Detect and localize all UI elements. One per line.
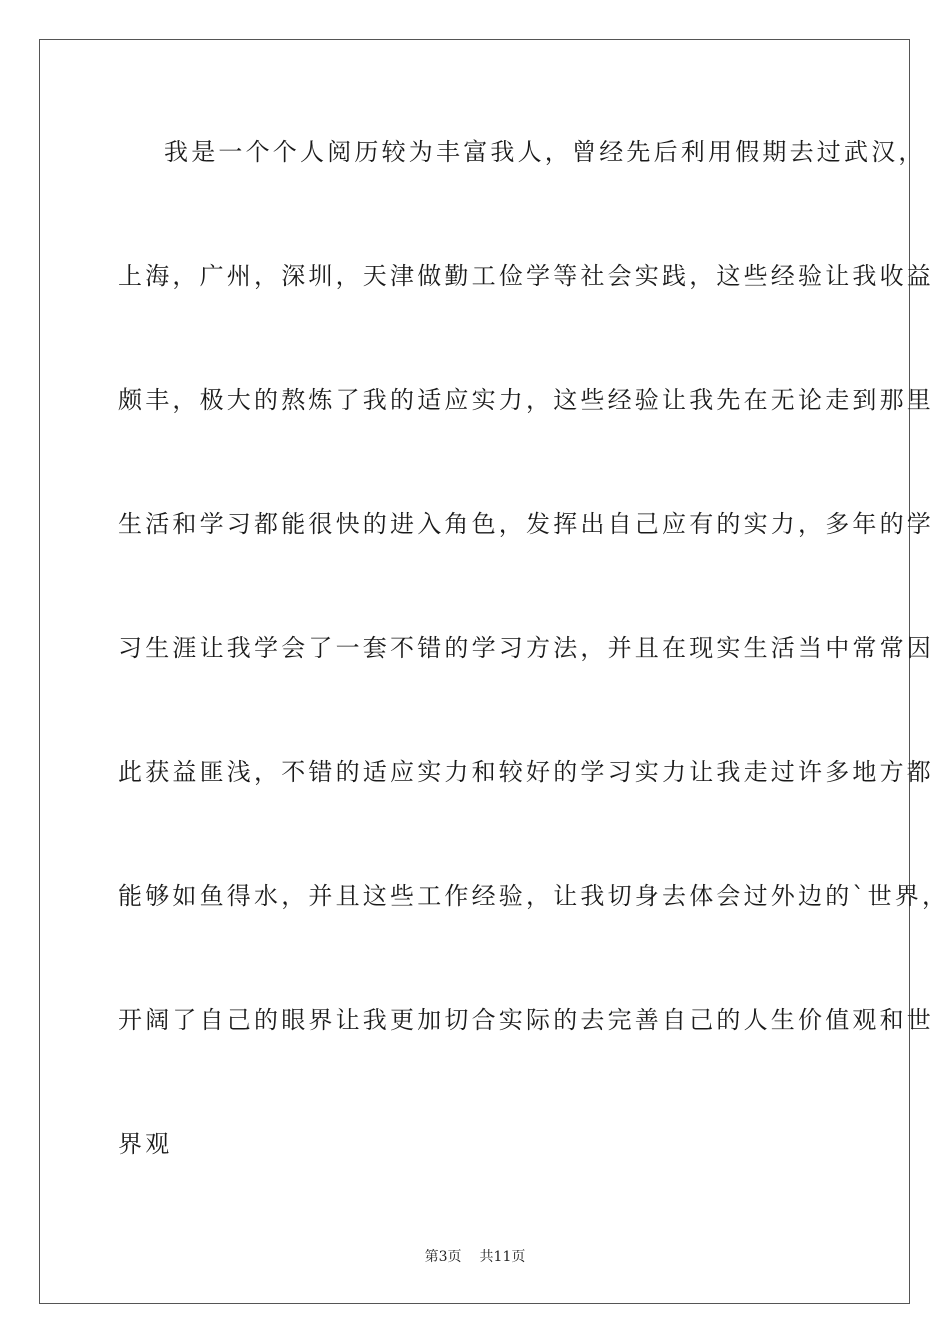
paragraph-line-6: 此获益匪浅，不错的适应实力和较好的学习实力让我走过许多地方都 bbox=[118, 758, 934, 786]
paragraph-line-1: 我是一个个人阅历较为丰富我人，曾经先后利用假期去过武汉， bbox=[164, 138, 926, 166]
page-number: 第3页 bbox=[424, 1249, 462, 1265]
paragraph-line-4: 生活和学习都能很快的进入角色，发挥出自己应有的实力，多年的学 bbox=[118, 510, 934, 538]
total-pages: 共11页 bbox=[479, 1249, 526, 1265]
paragraph-line-9: 界观 bbox=[118, 1130, 173, 1158]
paragraph-line-2: 上海，广州，深圳，天津做勤工俭学等社会实践，这些经验让我收益 bbox=[118, 262, 934, 290]
paragraph-line-7: 能够如鱼得水，并且这些工作经验，让我切身去体会过外边的`世界， bbox=[118, 882, 950, 910]
paragraph-line-3: 颇丰，极大的熬炼了我的适应实力，这些经验让我先在无论走到那里 bbox=[118, 386, 934, 414]
paragraph-line-8: 开阔了自己的眼界让我更加切合实际的去完善自己的人生价值观和世 bbox=[118, 1006, 934, 1034]
page-border bbox=[39, 39, 950, 1304]
paragraph-line-5: 习生涯让我学会了一套不错的学习方法，并且在现实生活当中常常因 bbox=[118, 634, 934, 662]
page-footer bbox=[0, 1248, 950, 1266]
